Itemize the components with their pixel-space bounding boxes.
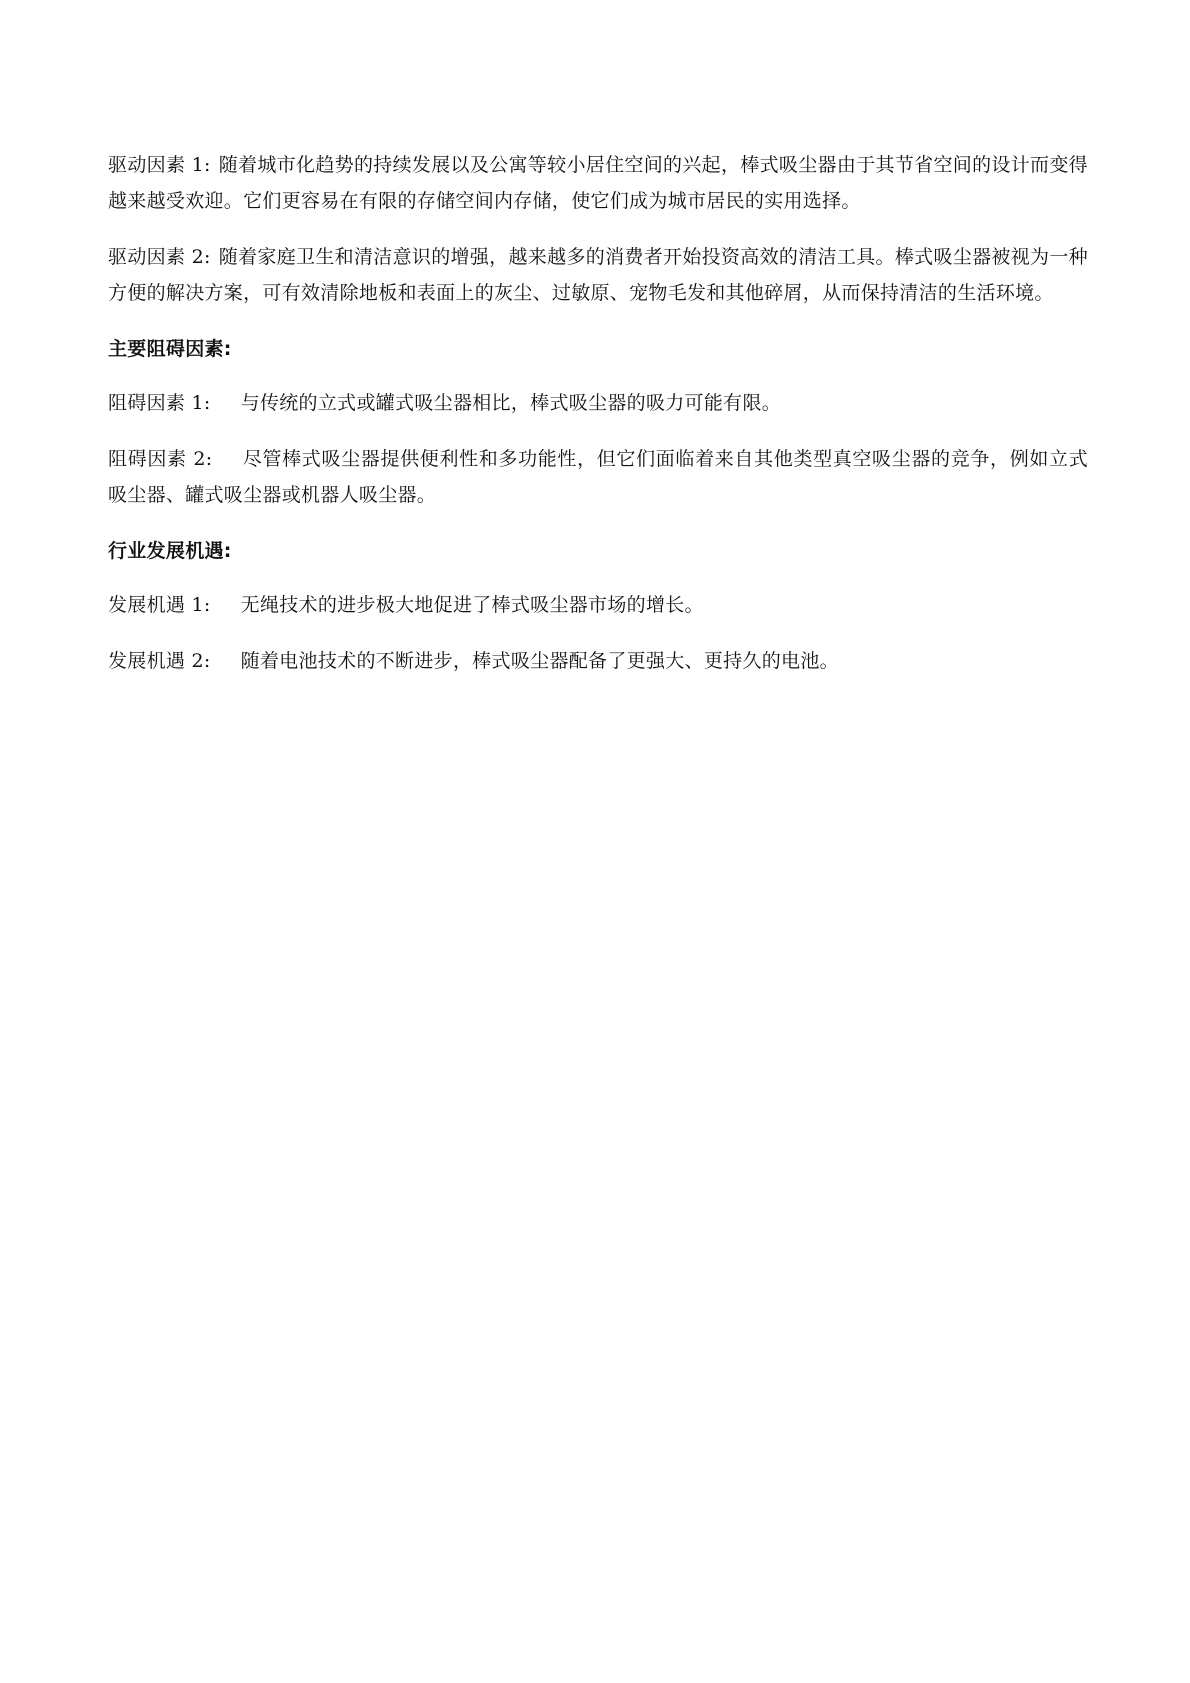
driver-text-2: 随着家庭卫生和清洁意识的增强，越来越多的消费者开始投资高效的清洁工具。棒式吸尘器被视为一种方便的解决方案，可有效清除地板和表面上的灰尘、过敏原、宠物毛发和其他碎屑，从而保持清洁的生活环境。 xyxy=(108,246,1088,304)
barrier-label-2: 阻碍因素 2: xyxy=(108,448,213,470)
opportunity-paragraph-1 xyxy=(108,587,1088,623)
barrier-text-1: 与传统的立式或罐式吸尘器相比，棒式吸尘器的吸力可能有限。 xyxy=(240,392,782,414)
opportunity-label-2: 发展机遇 2: xyxy=(108,650,211,672)
barrier-paragraph-1 xyxy=(108,385,1088,421)
barrier-paragraph-2 xyxy=(108,441,1088,513)
opportunity-text-2: 随着电池技术的不断进步，棒式吸尘器配备了更强大、更持久的电池。 xyxy=(240,650,839,672)
driver-label-2: 驱动因素 2: xyxy=(108,246,211,268)
document-page xyxy=(108,147,1088,699)
opportunity-paragraph-2 xyxy=(108,643,1088,679)
driver-text-1: 随着城市化趋势的持续发展以及公寓等较小居住空间的兴起，棒式吸尘器由于其节省空间的设计而变得越来越受欢迎。它们更容易在有限的存储空间内存储，使它们成为城市居民的实用选择。 xyxy=(108,154,1088,212)
opportunity-text-1: 无绳技术的进步极大地促进了棒式吸尘器市场的增长。 xyxy=(240,594,704,616)
driver-label-1: 驱动因素 1: xyxy=(108,154,211,176)
opportunities-heading: 行业发展机遇: xyxy=(108,540,232,562)
barrier-label-1: 阻碍因素 1: xyxy=(108,392,211,414)
barriers-heading: 主要阻碍因素: xyxy=(108,338,232,360)
barrier-text-2: 尽管棒式吸尘器提供便利性和多功能性，但它们面临着来自其他类型真空吸尘器的竞争，例如立式吸尘器、罐式吸尘器或机器人吸尘器。 xyxy=(108,448,1088,506)
driver-paragraph-1 xyxy=(108,147,1088,219)
driver-paragraph-2 xyxy=(108,239,1088,311)
opportunity-label-1: 发展机遇 1: xyxy=(108,594,211,616)
